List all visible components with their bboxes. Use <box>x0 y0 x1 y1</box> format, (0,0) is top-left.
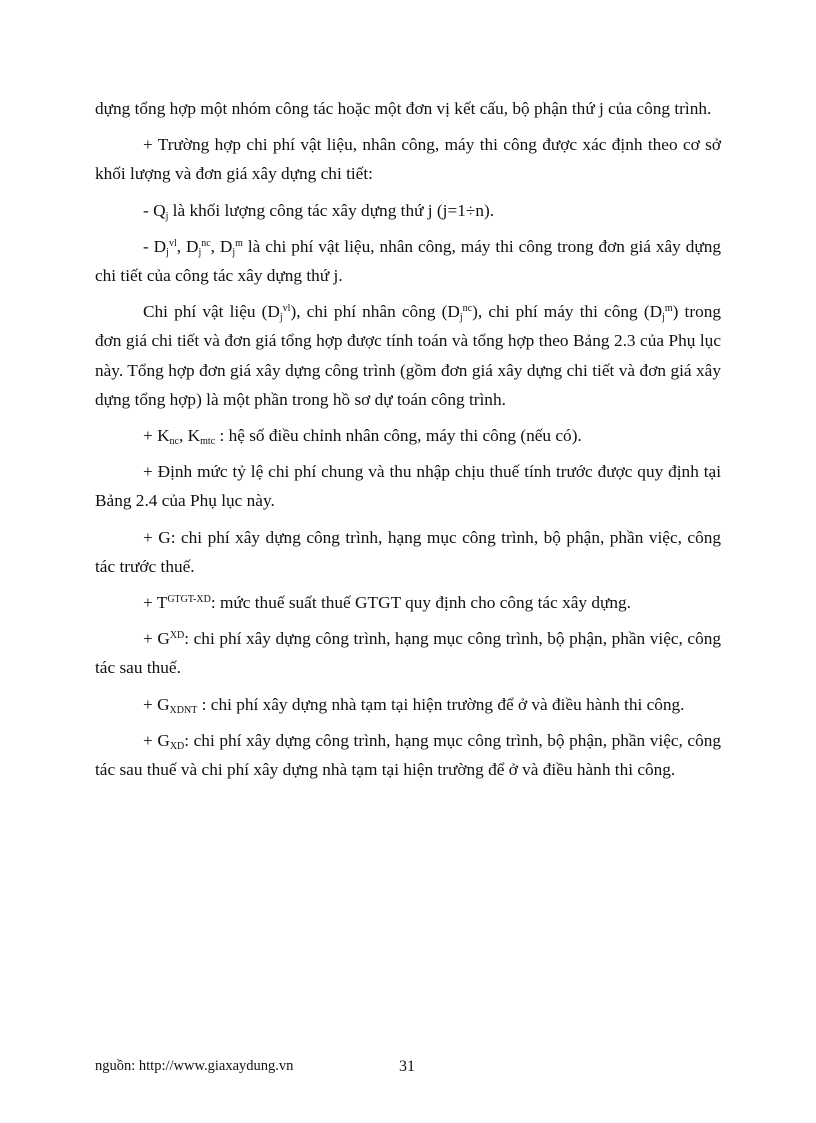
definition-g-xd-sup <box>95 624 721 682</box>
subscript: j <box>279 312 283 324</box>
paragraph-text: dựng tổng hợp một nhóm công tác hoặc một đơn vị kết cấu, bộ phận thứ j của công trình. <box>95 99 712 118</box>
superscript: m <box>235 237 243 249</box>
text-run: - Q <box>143 200 166 220</box>
page-number: 31 <box>399 1058 415 1075</box>
subscript: j <box>166 246 169 258</box>
superscript: nc <box>462 303 473 315</box>
superscript: vl <box>168 237 177 249</box>
text-run: : chi phí xây dựng công trình, hạng mục công trình, bộ phận, phần việc, công tác sau thuế và chi phí xây dựng nhà tạm tại hiện trường để ở và điều hành thi công. <box>95 730 722 780</box>
text-run: + G <box>143 694 170 714</box>
footer-source: nguồn: http://www.giaxaydung.vn <box>95 1058 294 1074</box>
text-run: + T <box>143 593 168 613</box>
subscript: mtc <box>200 436 216 448</box>
text-run: + K <box>143 426 170 446</box>
paragraph-case-detailed <box>95 130 721 188</box>
text-run: ), chi phí nhân công (D <box>290 302 460 322</box>
text-run: Chi phí vật liệu (D <box>143 302 280 322</box>
text-run: là khối lượng công tác xây dựng thứ j (j=1÷n). <box>168 200 495 220</box>
text-run: : mức thuế suất thuế GTGT quy định cho công tác xây dựng. <box>210 593 631 613</box>
definition-k-coefficients <box>95 421 721 450</box>
text-run: : chi phí xây dựng công trình, hạng mục công trình, bộ phận, phần việc, công tác sau thuế. <box>95 629 722 678</box>
subscript: j <box>459 312 463 324</box>
subscript: XDNT <box>169 704 198 716</box>
page-body <box>95 94 721 791</box>
paragraph-continuation <box>95 94 721 123</box>
text-run: ) trong đơn giá chi tiết và đơn giá tổng hợp được tính toán và tổng hợp theo Bảng 2.3 của Phụ lục này. Tổng hợp đơn giá xây dựng công trình (gồm đơn giá xây dựng chi tiết và đơn giá xây dựng tổng hợp) là một phần trong hồ sơ dự toán công trình. <box>95 302 722 409</box>
definition-g-xd-sub <box>95 726 721 784</box>
paragraph-text: + Định mức tỷ lệ chi phí chung và thu nhập chịu thuế tính trước được quy định tại Bảng 2.4 của Phụ lục này. <box>95 462 721 511</box>
superscript: GTGT-XD <box>167 594 211 606</box>
superscript: XD <box>169 630 185 642</box>
subscript: nc <box>169 436 179 448</box>
paragraph-text: + G: chi phí xây dựng công trình, hạng mục công trình, bộ phận, phần việc, công tác trước thuế. <box>95 527 721 576</box>
superscript: nc <box>201 237 211 249</box>
text-run: , D <box>210 236 233 256</box>
text-run: + G <box>143 629 170 649</box>
paragraph-cost-components <box>95 297 721 414</box>
subscript: j <box>198 246 202 258</box>
definition-dj <box>95 232 721 290</box>
paragraph-overhead-rate <box>95 457 721 515</box>
text-run: : hệ số điều chỉnh nhân công, máy thi công (nếu có). <box>215 426 582 446</box>
subscript: XD <box>169 740 185 752</box>
text-run: + G <box>143 730 170 750</box>
subscript: j <box>662 312 665 324</box>
subscript: j <box>165 210 169 222</box>
definition-g-xdnt <box>95 690 721 719</box>
text-run: , D <box>176 236 199 256</box>
definition-g <box>95 523 721 581</box>
text-run: ), chi phí máy thi công (D <box>472 302 663 322</box>
definition-qj <box>95 196 721 225</box>
paragraph-text: + Trường hợp chi phí vật liệu, nhân công, máy thi công được xác định theo cơ sở khối lượng và đơn giá xây dựng chi tiết: <box>95 135 721 184</box>
text-run: là chi phí vật liệu, nhân công, máy thi công trong đơn giá xây dựng chi tiết của công tác xây dựng thứ j. <box>95 236 721 286</box>
definition-t-vat <box>95 588 721 617</box>
superscript: vl <box>282 303 291 315</box>
text-run: , K <box>179 426 201 446</box>
text-run: : chi phí xây dựng nhà tạm tại hiện trường để ở và điều hành thi công. <box>197 694 685 714</box>
superscript: m <box>664 303 673 315</box>
subscript: j <box>232 246 236 258</box>
text-run: - D <box>143 236 167 256</box>
